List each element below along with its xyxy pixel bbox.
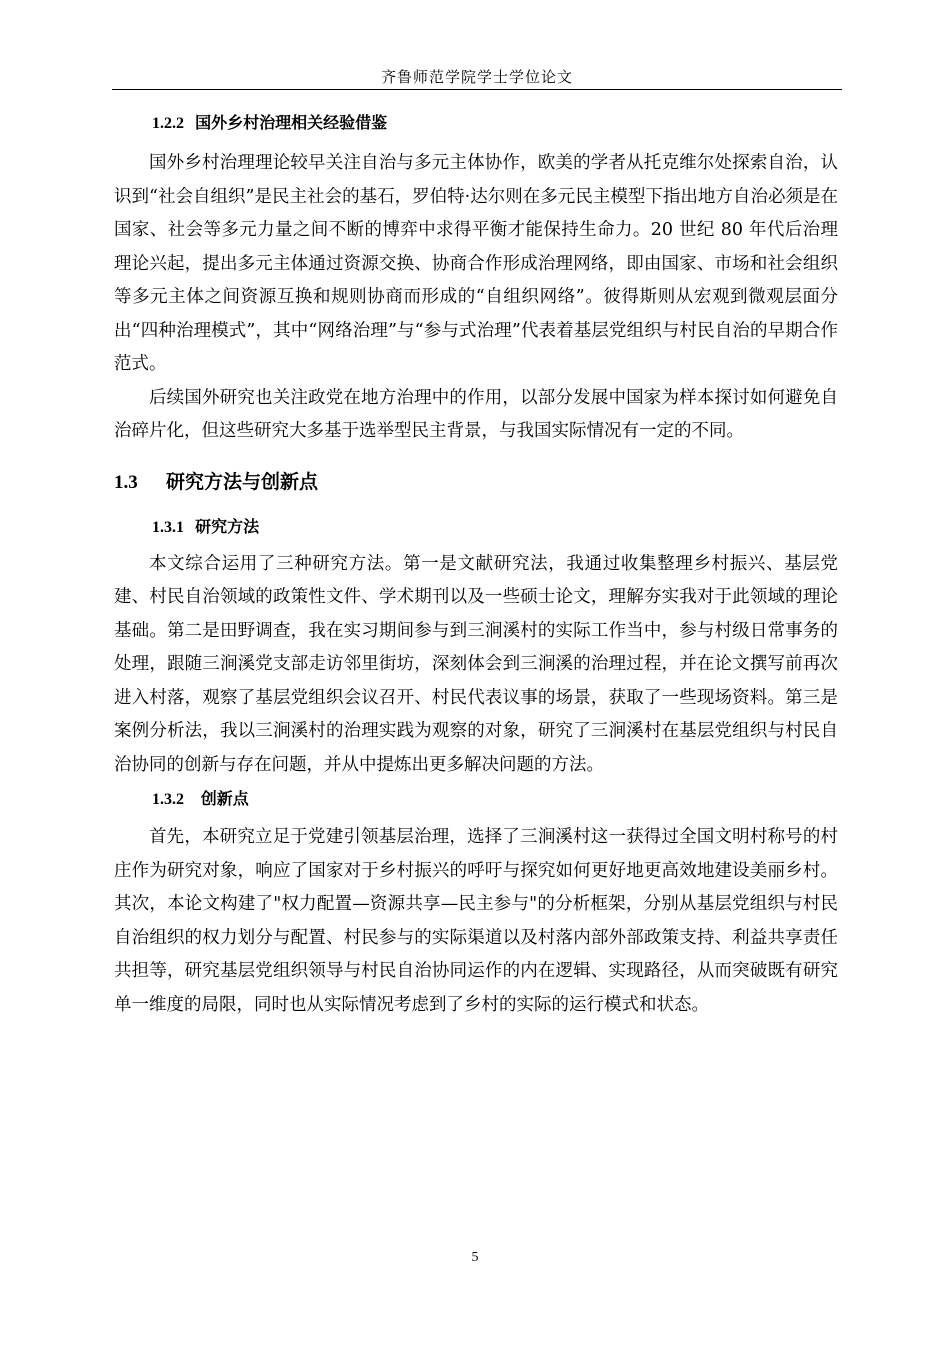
heading-1-3-1 [114, 516, 838, 539]
heading-text: 研究方法与创新点 [166, 470, 319, 493]
heading-1-3-2 [114, 788, 838, 811]
heading-number: 1.3.1 [152, 518, 184, 536]
heading-1-3 [114, 469, 838, 496]
heading-number: 1.3 [114, 471, 138, 493]
paragraph: 首先，本研究立足于党建引领基层治理，选择了三涧溪村这一获得过全国文明村称号的村庄作为研究对象，响应了国家对于乡村振兴的呼吁与探究如何更好地更高效地建设美丽乡村。其次，本论文构建了"权力配置—资源共享—民主参与"的分析框架，分别从基层党组织与村民自治组织的权力划分与配置、村民参与的实际渠道以及村落内部外部政策支持、利益共享责任共担等，研究基层党组织领导与村民自治协同运作的内在逻辑、实现路径，从而突破既有研究单一维度的局限，同时也从实际情况考虑到了乡村的实际的运行模式和状态。 [114, 827, 838, 1015]
running-header-title: 齐鲁师范学院学士学位论文 [380, 68, 573, 86]
page-body [114, 112, 838, 1022]
page-number: 5 [471, 1250, 479, 1265]
heading-text: 研究方法 [195, 516, 260, 536]
heading-text: 国外乡村治理相关经验借鉴 [195, 113, 388, 132]
heading-number: 1.3.2 [152, 791, 184, 808]
paragraph: 后续国外研究也关注政党在地方治理中的作用，以部分发展中国家为样本探讨如何避免自治碎片化，但这些研究大多基于选举型民主背景，与我国实际情况有一定的不同。 [114, 387, 838, 441]
heading-number: 1.2.2 [152, 115, 184, 132]
paragraph: 本文综合运用了三种研究方法。第一是文献研究法，我通过收集整理乡村振兴、基层党建、村民自治领域的政策性文件、学术期刊以及一些硕士论文，理解夯实我对于此领域的理论基础。第二是田野调查，我在实习期间参与到三涧溪村的实际工作当中，参与村级日常事务的处理，跟随三涧溪党支部走访邻里街坊，深刻体会到三涧溪的治理过程，并在论文撰写前再次进入村落，观察了基层党组织会议召开、村民代表议事的场景，获取了一些现场资料。第三是案例分析法，我以三涧溪村的治理实践为观察的对象，研究了三涧溪村在基层党组织与村民自治协同的创新与存在问题，并从中提炼出更多解决问题的方法。 [114, 553, 838, 775]
heading-text: 创新点 [200, 789, 249, 808]
heading-1-2-2 [114, 112, 838, 135]
header-rule [112, 89, 842, 90]
paragraph: 国外乡村治理理论较早关注自治与多元主体协作，欧美的学者从托克维尔处探索自治，认识到“社会自组织”是民主社会的基石，罗伯特·达尔则在多元民主模型下指出地方自治必须是在国家、社会等多元力量之间不断的博弈中求得平衡才能保持生命力。20 世纪 80 年代后治理理论兴起，提出多元主体通过资源交换、协商合作形成治理网络，即由国家、市场和社会组织等多元主体之间资源互换和规则协商而形成的“自组织网络”。彼得斯则从宏观到微观层面分出“四种治理模式”，其中“网络治理”与“参与式治理”代表着基层党组织与村民自治的早期合作范式。 [114, 153, 838, 374]
